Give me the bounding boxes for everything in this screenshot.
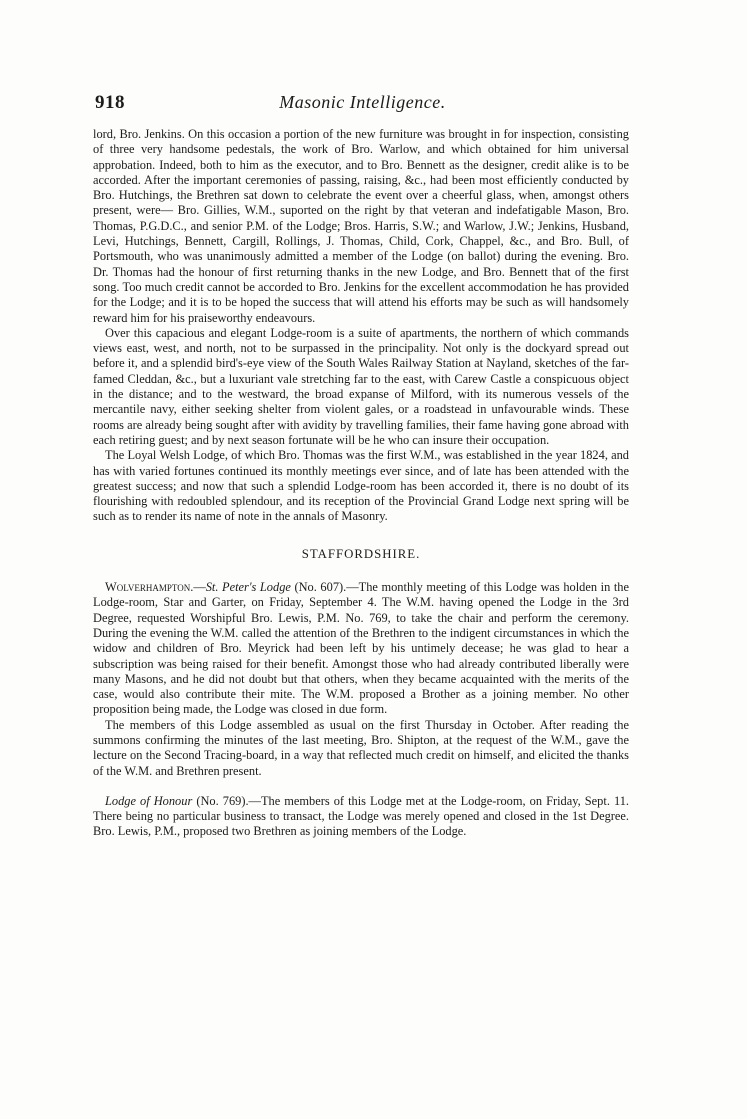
paragraph-lodge-furniture: lord, Bro. Jenkins. On this occasion a portion of the new furniture was brought in for inspection, consisting of three very handsome pedestals, the work of Bro. Warlow, and which obtained for him universal approbation. Indeed, both to him as the executor, and to Bro. Bennett as the designer, credit alike is to be accorded. After the important ceremonies of passing, raising, &c., had been most efficiently conducted by Bro. Hutchings, the Brethren sat down to celebrate the event over a cheerful glass, when, amongst others present, were— Bro. Gillies, W.M., suported on the right by that veteran and indefatigable Mason, Bro. Thomas, P.G.D.C., and senior P.M. of the Lodge; Bros. Harris, S.W.; and Warlow, J.W.; Jenkins, Husband, Levi, Hutchings, Bennett, Cargill, Rollings, J. Thomas, Child, Cork, Chappel, &c., and Bro. Bull, of Portsmouth, who was unanimously admitted a member of the Lodge (on ballot) during the evening. Bro. Dr. Thomas had the honour of first returning thanks in the new Lodge, and Bro. Bennett that of the first song. Too much credit cannot be accorded to Bro. Jenkins for the excellent accommodation he has provided for the Lodge; and it is to be hoped the success that will attend his efforts may be such as will handsomely reward him for his praiseworthy endeavours. <box>93 127 629 325</box>
page-header <box>95 92 630 116</box>
paragraph-october-meeting: The members of this Lodge assembled as usual on the first Thursday in October. After reading the summons confirming the minutes of the last meeting, Bro. Shipton, at the request of the W.M., gave the lecture on the Second Tracing-board, in a way that reflected much credit on himself, and elicited the thanks of the W.M. and Brethren present. <box>93 717 629 778</box>
running-title: Masonic Intelligence. <box>279 92 446 112</box>
article-body <box>93 127 629 840</box>
paragraph-wolverhampton <box>93 580 629 718</box>
lodge-name: St. Peter's Lodge <box>205 580 291 595</box>
section-heading: STAFFORDSHIRE. <box>301 546 421 561</box>
place-name: Wolverhampton. <box>105 580 194 595</box>
paragraph-gap <box>93 779 629 794</box>
paragraph-loyal-welsh-lodge: The Loyal Welsh Lodge, of which Bro. Thomas was the first W.M., was established in the year 1824, and has with varied fortunes continued its monthly meetings ever since, and of late has been attended with the greatest success; and now that such a splendid Lodge-room has been accorded it, there is no doubt of its flourishing with redoubled splendour, and its reception of the Provincial Grand Lodge next spring will be such as to render its name of note in the annals of Masonry. <box>93 448 629 524</box>
em-dash: — <box>193 580 206 595</box>
paragraph-text: (No. 769).—The members of this Lodge met at the Lodge-room, on Friday, Sept. 11. There being no particular business to transact, the Lodge was merely opened and closed in the 1st Degree. Bro. Lewis, P.M., proposed two Brethren as joining members of the Lodge. <box>93 793 629 839</box>
paragraph-text: (No. 607).—The monthly meeting of this Lodge was holden in the Lodge-room, Star and Garter, on Friday, September 4. The W.M. having opened the Lodge in the 3rd Degree, requested Worshipful Bro. Lewis, P.M. No. 769, to take the chair and perform the ceremony. During the evening the W.M. called the attention of the Brethren to the indigent circumstances in which the widow and children of Bro. Meyrick had been left by his untimely decease; he was glad to hear a subscription was being raised for their benefit. Amongst those who had already contributed liberally were many Masons, and he did not doubt but that others, when they became acquainted with the merits of the case, would also contribute their mite. The W.M. proposed a Brother as a joining member. No other proposition being made, the Lodge was closed in due form. <box>93 580 629 717</box>
paragraph-lodge-of-honour <box>93 794 629 840</box>
paragraph-lodge-apartments: Over this capacious and elegant Lodge-room is a suite of apartments, the northern of which commands views east, west, and north, not to be surpassed in the principality. Not only is the dockyard spread out before it, and a splendid bird's-eye view of the South Wales Railway Station at Nayland, sketches of the far-famed Cleddan, &c., but a luxuriant vale stretching far to the east, with Carew Castle a conspicuous object in the distance; and to the westward, the broad expanse of Milford, with its numerous vessels of the mercantile navy, either seeking shelter from violent gales, or a roadstead in unfavourable winds. These rooms are already being sought after with avidity by travelling families, their fame having gone abroad with each retiring guest; and by next season fortunate will be he who can insure their occupation. <box>93 325 629 447</box>
page-number: 918 <box>95 92 125 113</box>
lodge-name: Lodge of Honour <box>105 793 193 808</box>
